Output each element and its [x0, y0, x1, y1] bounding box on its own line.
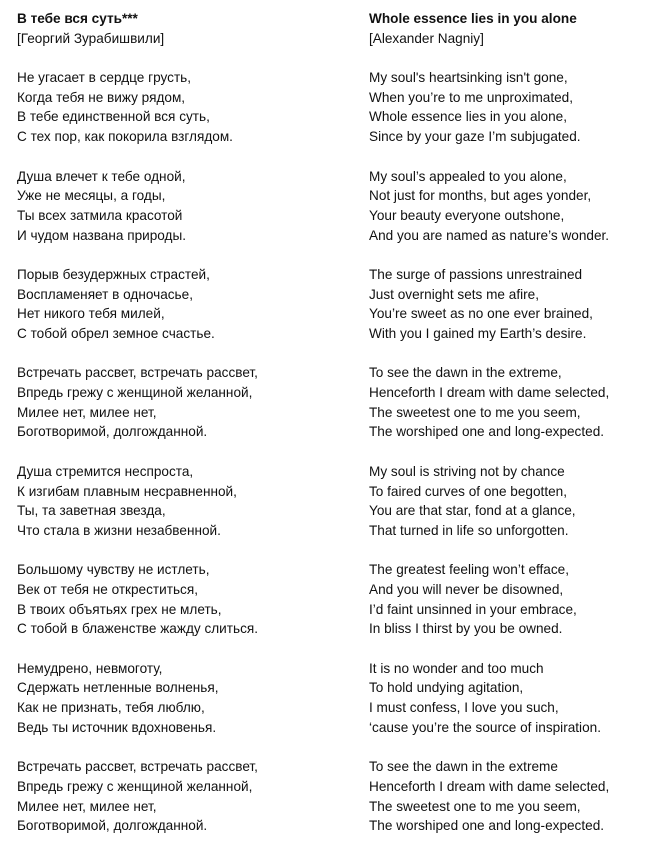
stanza	[17, 363, 347, 442]
poem-line: В твоих объятьях грех не млеть,	[17, 601, 222, 617]
poem-line: Your beauty everyone outshone,	[369, 207, 565, 223]
russian-poem-title: В тебе вся суть***	[17, 11, 138, 26]
poem-line: My soul’s appealed to you alone,	[369, 168, 567, 184]
poem-line: Милее нет, милее нет,	[17, 798, 157, 814]
poem-line: Когда тебя не вижу рядом,	[17, 89, 186, 105]
stanza	[17, 462, 347, 541]
poem-line: To hold undying agitation,	[369, 680, 524, 696]
poem-line: Душа стремится неспроста,	[17, 463, 194, 479]
russian-stanzas	[17, 68, 347, 836]
poem-line: Встречать рассвет, встречать рассвет,	[17, 365, 258, 381]
russian-poem-column	[17, 9, 347, 856]
poem-line: The greatest feeling won’t efface,	[369, 562, 570, 578]
poem-line: Ведь ты источник вдохновенья.	[17, 719, 217, 735]
poem-line: You’re sweet as no one ever brained,	[369, 306, 593, 322]
poem-line: Ты всех затмила красотой	[17, 207, 183, 223]
poem-line: Not just for months, but ages yonder,	[369, 188, 592, 204]
poem-line: Впредь грежу с женщиной желанной,	[17, 385, 253, 401]
stanza	[17, 68, 347, 147]
stanza	[369, 560, 649, 639]
poem-line: My soul is striving not by chance	[369, 463, 565, 479]
poem-line: Whole essence lies in you alone,	[369, 109, 567, 125]
english-poem-column	[369, 9, 649, 856]
poem-line: The worshiped one and long-expected.	[369, 424, 605, 440]
poem-line: К изгибам плавным несравненной,	[17, 483, 237, 499]
poem-line: Что стала в жизни незабвенной.	[17, 522, 221, 538]
poem-line: To see the dawn in the extreme,	[369, 365, 562, 381]
poem-line: To see the dawn in the extreme	[369, 759, 558, 775]
poem-line: С тех пор, как покорила взглядом.	[17, 129, 233, 145]
poem-line: Душа влечет к тебе одной,	[17, 168, 186, 184]
poem-line: Ты, та заветная звезда,	[17, 503, 166, 519]
stanza	[17, 659, 347, 738]
poem-line: ‘cause you’re the source of inspiration.	[369, 719, 601, 735]
poem-line: Воспламеняет в одночасье,	[17, 286, 193, 302]
poem-line: The sweetest one to me you seem,	[369, 404, 581, 420]
poem-line: And you will never be disowned,	[369, 581, 564, 597]
poem-line: Как не признать, тебя люблю,	[17, 700, 205, 716]
poem-line: I must confess, I love you such,	[369, 700, 559, 716]
poem-line: Большому чувству не истлеть,	[17, 562, 210, 578]
poem-line: In bliss I thirst by you be owned.	[369, 621, 563, 637]
stanza	[369, 462, 649, 541]
poem-line: С тобой в блаженстве жажду слиться.	[17, 621, 259, 637]
poem-line: Порыв безудержных страстей,	[17, 266, 210, 282]
poem-line: It is no wonder and too much	[369, 660, 544, 676]
poem-line: Немудрено, невмоготу,	[17, 660, 163, 676]
poem-line: My soul's heartsinking isn't gone,	[369, 70, 568, 86]
poem-line: That turned in life so unforgotten.	[369, 522, 569, 538]
poem-line: I’d faint unsinned in your embrace,	[369, 601, 577, 617]
poem-line: Боготворимой, долгожданной.	[17, 424, 208, 440]
stanza	[369, 265, 649, 344]
poem-line: You are that star, fond at a glance,	[369, 503, 576, 519]
stanza	[17, 560, 347, 639]
poem-line: To faired curves of one begotten,	[369, 483, 567, 499]
english-poem-title: Whole essence lies in you alone	[369, 11, 577, 26]
poem-line: Нет никого тебя милей,	[17, 306, 165, 322]
poem-line: Henceforth I dream with dame selected,	[369, 385, 610, 401]
stanza	[369, 363, 649, 442]
poem-line: The surge of passions unrestrained	[369, 266, 583, 282]
poem-line: В тебе единственной вся суть,	[17, 109, 210, 125]
poem-line: When you’re to me unproximated,	[369, 89, 574, 105]
stanza	[17, 167, 347, 246]
english-stanzas	[369, 68, 649, 836]
poem-line: С тобой обрел земное счастье.	[17, 326, 215, 341]
stanza	[17, 757, 347, 836]
stanza	[369, 659, 649, 738]
poem-line: Just overnight sets me afire,	[369, 286, 539, 302]
russian-poem-author: [Георгий Зурабишвили]	[17, 30, 165, 46]
stanza	[17, 265, 347, 344]
poem-line: Уже не месяцы, а годы,	[17, 188, 166, 204]
poem-line: Henceforth I dream with dame selected,	[369, 778, 610, 794]
poem-line: Встречать рассвет, встречать рассвет,	[17, 759, 258, 775]
poem-line: Since by your gaze I’m subjugated.	[369, 129, 581, 145]
poem-line: Не угасает в сердце грусть,	[17, 70, 192, 86]
stanza	[369, 167, 649, 246]
poem-line: И чудом названа природы.	[17, 227, 187, 243]
stanza	[369, 757, 649, 836]
poem-line: And you are named as nature’s wonder.	[369, 227, 610, 243]
poem-line: The worshiped one and long-expected.	[369, 818, 605, 834]
poem-line: Милее нет, милее нет,	[17, 404, 157, 420]
poem-line: With you I gained my Earth’s desire.	[369, 326, 587, 341]
poem-line: Боготворимой, долгожданной.	[17, 818, 208, 834]
poem-line: Впредь грежу с женщиной желанной,	[17, 778, 253, 794]
poem-line: Век от тебя не откреститься,	[17, 581, 198, 597]
english-poem-author: [Alexander Nagniy]	[369, 30, 484, 46]
stanza	[369, 68, 649, 147]
poem-line: Сдержать нетленные волненья,	[17, 680, 219, 696]
poem-line: The sweetest one to me you seem,	[369, 798, 581, 814]
